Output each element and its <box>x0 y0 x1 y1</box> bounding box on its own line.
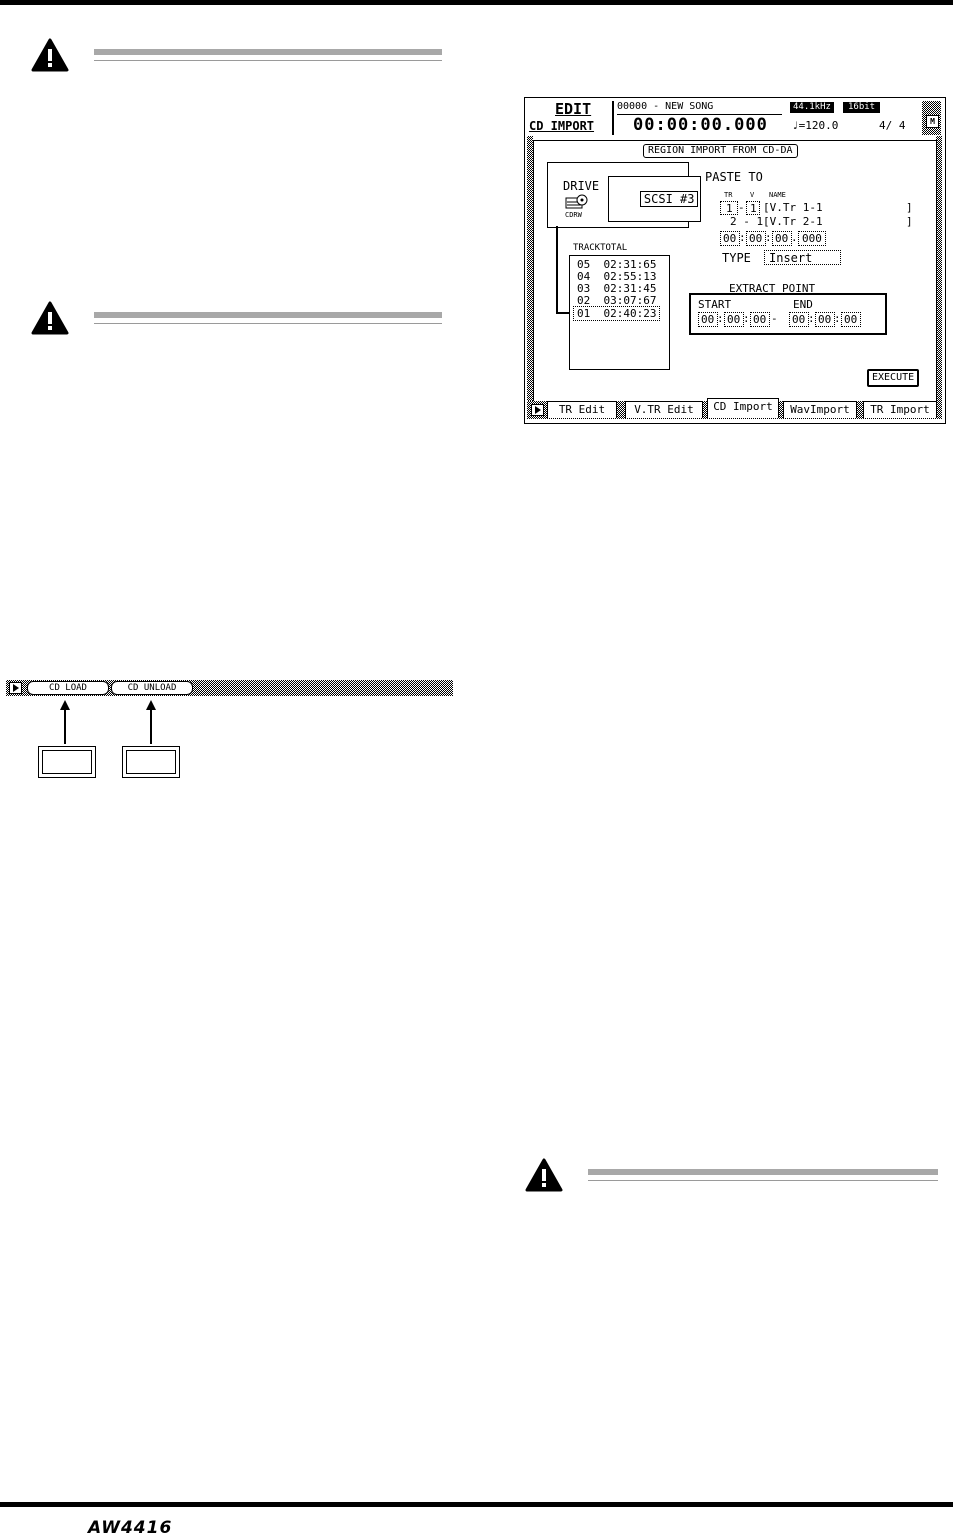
end-minutes[interactable]: 00 <box>815 312 835 327</box>
tab-cd-import[interactable]: CD Import <box>707 398 779 418</box>
paste-hours[interactable]: 00 <box>720 231 740 246</box>
track-row[interactable]: 03 02:31:45 <box>577 282 657 295</box>
play-icon[interactable] <box>531 404 544 416</box>
caution-heading-2 <box>30 300 442 340</box>
arrow-up-icon <box>58 700 72 746</box>
track-row[interactable]: 02 03:07:67 <box>577 294 657 307</box>
drive-label: DRIVE <box>563 179 600 193</box>
drive-icon-label: CDRW <box>565 211 582 219</box>
execute-button[interactable]: EXECUTE <box>867 369 919 387</box>
col-name: NAME <box>769 191 786 199</box>
v-field[interactable]: 1 <box>746 201 760 215</box>
warning-icon <box>30 37 70 73</box>
paste-seconds[interactable]: 00 <box>772 231 792 246</box>
tab-tr-edit[interactable]: TR Edit <box>547 401 617 418</box>
cd-drive-icon <box>565 194 589 210</box>
track-row-selected[interactable]: 01 02:40:23 <box>573 306 660 321</box>
tab-wav-import[interactable]: WavImport <box>783 401 857 418</box>
cd-unload-button[interactable]: CD UNLOAD <box>111 681 193 695</box>
play-icon[interactable] <box>9 682 22 694</box>
tab-vtr-edit[interactable]: V.TR Edit <box>625 401 703 418</box>
sample-rate-badge: 44.1kHz <box>790 102 834 113</box>
drive-value: SCSI #3 <box>640 191 699 207</box>
start-hours[interactable]: 00 <box>698 312 718 327</box>
cd-load-button[interactable]: CD LOAD <box>27 681 109 695</box>
col-tr: TR <box>724 191 733 199</box>
start-label: START <box>698 298 732 311</box>
function-key-1[interactable] <box>38 746 96 778</box>
tr-v-row-2: 2 - 1 <box>730 215 764 228</box>
paste-minutes[interactable]: 00 <box>746 231 766 246</box>
type-selector[interactable]: Insert <box>764 250 841 265</box>
track-list-header: TRACKTOTAL <box>573 243 628 253</box>
meter-display: 4/ 4 <box>879 119 906 132</box>
end-label: END <box>793 298 813 311</box>
arrow-up-icon <box>144 700 158 746</box>
col-v: V <box>750 191 755 199</box>
paste-milliseconds[interactable]: 000 <box>798 231 826 246</box>
track-name-1: [V.Tr 1-1 <box>763 201 823 214</box>
page-label: CD IMPORT <box>529 119 595 133</box>
caution-heading-1 <box>30 37 442 77</box>
lcd-screen: EDIT CD IMPORT 00000 - NEW SONG 00:00:00.000 44.1kHz 16bit ♩=120.0 4/ 4 M REGION IMPORT FROM CD-DA DRIVE SCSI #3 CDRW TRACKTOTAL 05 02:31:65 04 02:55:13 03 02:31:45 02 03:07:67 01 02:40:23 PASTE TO TR V NAME 1 - 1 [V.Tr 1-1 ] 2 - 1 [V.Tr 2-1 ] 00 : 00 : 00 . 000 TYPE Insert EXTRACT POINT START END 00 : 00 : 00 - 00 : 00 : 00 EXECUTE TR Edit V.TR Edit CD Import WavImport TR Import <box>524 97 946 424</box>
time-counter: 00:00:00.000 <box>633 115 768 135</box>
mode-label: EDIT <box>555 100 592 118</box>
screen-title: REGION IMPORT FROM CD-DA <box>643 144 798 158</box>
tempo-display: ♩=120.0 <box>792 119 839 132</box>
start-minutes[interactable]: 00 <box>724 312 744 327</box>
function-key-2[interactable] <box>122 746 180 778</box>
drive-selector[interactable] <box>608 176 701 222</box>
track-name-2: [V.Tr 2-1 <box>763 215 823 228</box>
warning-icon <box>30 300 70 336</box>
memory-icon: M <box>926 115 939 128</box>
end-seconds[interactable]: 00 <box>841 312 861 327</box>
paste-to-label: PASTE TO <box>705 170 763 184</box>
track-row[interactable]: 05 02:31:65 <box>577 258 657 271</box>
function-bar <box>6 680 453 696</box>
tab-tr-import[interactable]: TR Import <box>863 401 937 418</box>
track-row[interactable]: 04 02:55:13 <box>577 270 657 283</box>
extract-label: EXTRACT POINT <box>729 282 816 295</box>
top-rule <box>0 0 953 5</box>
warning-icon <box>524 1157 564 1193</box>
start-seconds[interactable]: 00 <box>750 312 770 327</box>
type-label: TYPE <box>722 251 751 265</box>
end-hours[interactable]: 00 <box>789 312 809 327</box>
song-name: 00000 - NEW SONG <box>617 101 714 112</box>
tr-field[interactable]: 1 <box>720 201 738 215</box>
caution-heading-3 <box>524 1157 938 1197</box>
product-logo: AW4416 <box>88 1518 173 1538</box>
bottom-rule <box>0 1502 953 1507</box>
bit-depth-badge: 16bit <box>843 102 880 113</box>
